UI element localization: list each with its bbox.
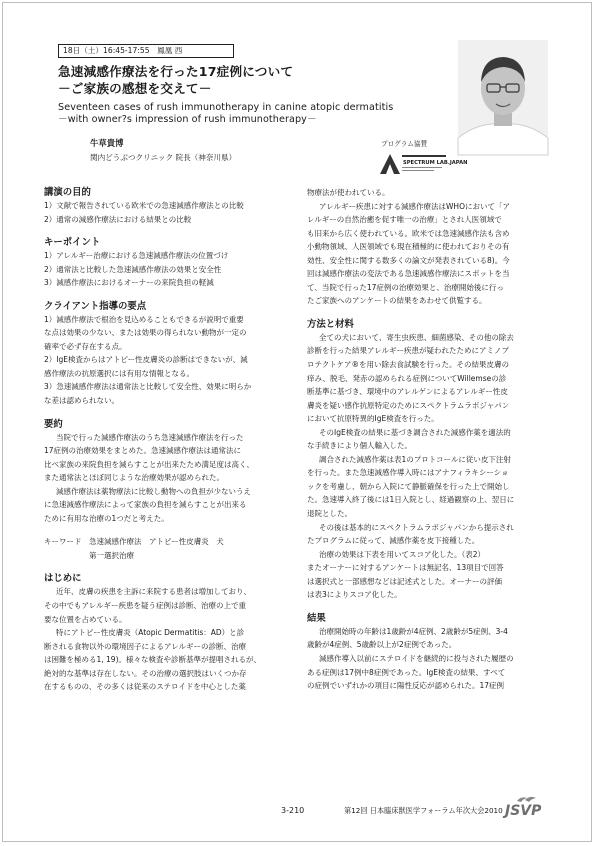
- paragraph-line: において抗原特異的IgE検査を行った。: [307, 414, 439, 424]
- paragraph-line: アレルギー疾患に対する減感作療法はWHOにおいて「ア: [319, 201, 510, 211]
- paragraph-line: な点は効果の少ない、または効果の得られない動物が一定の: [44, 328, 247, 338]
- paragraph-line: 診断を行った結果アレルギー疾患が疑われたためにアミノプ: [307, 346, 510, 356]
- paragraph-line: を行った。また急速減感作導入時にはアナフィラキシーショ: [307, 468, 509, 478]
- title-english: [58, 102, 393, 126]
- paragraph-line: 効性、安全性に関する数多くの論文が発表されている8)。今: [307, 255, 510, 265]
- section-heading: はじめに: [44, 573, 82, 585]
- spacer: [307, 308, 547, 318]
- paragraph-line: な手続きにより個人輸入した。: [307, 441, 412, 451]
- paragraph-line: またオーナーに対するアンケートは無記名、13項目で回答: [307, 563, 504, 573]
- paragraph-line: 調合された減感作薬は表1のプロトコールに従い皮下注射: [319, 454, 511, 464]
- sponsor-label: プログラム協賛: [381, 140, 428, 148]
- paragraph-line: その後は基本的にスペクトラムラボジャパンから提示され: [319, 522, 514, 532]
- session-info: 18日（土）16:45-17:55 鳳凰 西: [58, 44, 234, 58]
- paragraph-line: 近年、皮膚の疾患を主訴に来院する患者は増加しており、: [56, 587, 251, 597]
- speaker-photo: [458, 40, 548, 155]
- paragraph-line: 物療法が使われている。: [307, 188, 390, 197]
- paragraph-line: キーワード 急速減感作療法 アトピー性皮膚炎 犬: [44, 537, 224, 547]
- paragraph-line: 減感作療法は薬物療法に比較し動物への負担が少ないうえ: [56, 486, 251, 496]
- spacer: [44, 226, 284, 236]
- paragraph-line: 全ての犬において、寄生虫疾患、細菌感染、その他の除去: [319, 332, 514, 342]
- paragraph-line: 確率で必ず存在する点。: [44, 341, 127, 351]
- paragraph-line: 2）通常の減感作療法における結果との比較: [44, 214, 192, 224]
- spacer: [44, 525, 284, 535]
- paragraph-line: ために有用な治療の1つだと考えた。: [44, 513, 169, 523]
- section-heading: キーポイント: [44, 237, 101, 249]
- paragraph-line: 1）減感作療法で根治を見込めることもできるが説明で重要: [44, 314, 244, 324]
- spacer: [44, 562, 284, 572]
- right-column: [307, 186, 547, 693]
- spacer: [44, 290, 284, 300]
- section-heading: 方法と材料: [307, 318, 354, 330]
- paragraph-line: 比べ家族の来院負担を減らすことが出来たため満足度は高く、: [44, 459, 254, 469]
- paragraph-line: て、当院で行った17症例の治療効果と、治療開始後に行っ: [307, 282, 504, 292]
- speaker-name: 牛草貴博: [90, 138, 124, 148]
- paragraph-line: 回は減感作療法の変法である急速減感作療法にスポットを当: [307, 269, 510, 279]
- paragraph-line: 断される食物以外の環境因子によるアレルギーの診断、治療: [44, 641, 247, 651]
- section-heading: 結果: [307, 612, 326, 624]
- paragraph-line: 絶対的な基準は存在しない。その治療の選択肢はいくつか存: [44, 668, 247, 678]
- paragraph-line: は表3によりスコア化した。: [307, 590, 402, 600]
- page-number: 3-210: [281, 806, 305, 815]
- speaker-portrait-image: [458, 40, 548, 155]
- spacer: [307, 602, 547, 612]
- paragraph-line: たプログラムに従って、減感作薬を皮下接種した。: [307, 536, 480, 546]
- paragraph-line: 減感作導入以前にステロイドを継続的に投与された履歴の: [319, 653, 514, 663]
- paragraph-line: ックを考慮し、朝から入院にて静脈確保を行った上で開始し: [307, 481, 510, 491]
- paragraph-line: そのIgE検査の結果に基づき調合された減感作薬を適法的: [319, 427, 511, 437]
- paragraph-line: 3）急速減感作療法は通常法と比較して安全性、効果に明らか: [44, 382, 252, 392]
- title-line: 急速減感作療法を行った17症例について: [58, 64, 294, 79]
- paragraph-line: また通常法とほぼ同じような治療効果が認められた。: [44, 473, 224, 483]
- paragraph-line: 2）IgE検査からはアトピー性皮膚炎の診断はできないが、減: [44, 355, 248, 365]
- spacer: [44, 408, 284, 418]
- paragraph-line: に急速減感作療法によって家族の負担を減らすことが出来る: [44, 500, 247, 510]
- paragraph-line: 2）通常法と比較した急速減感作療法の効果と安全性: [44, 264, 222, 274]
- jsvp-logo: [503, 795, 551, 817]
- paragraph-line: その中でもアレルギー疾患を疑う症例は診断、治療の上で重: [44, 601, 247, 611]
- paragraph-line: ロテクトケア®を用い除去食試験を行った。その結果皮膚の: [307, 360, 510, 370]
- title-line: －ご家族の感想を交えて－: [58, 81, 212, 96]
- paragraph-line: た。急速導入終了後には1日入院とし、経過観察の上、翌日に: [307, 495, 515, 505]
- conference-name: 第12回 日本臨床獣医学フォーラム年次大会2010: [344, 806, 503, 815]
- paragraph-line: は困難を極める1, 19)。様々な検査や診断基準が提唱されるが、: [44, 655, 262, 665]
- paragraph-line: 第一選択治療: [44, 550, 134, 560]
- paragraph-line: ある症例は17例中8症例であった。IgE検査の結果、すべて: [307, 667, 506, 677]
- sponsor-logo: [378, 150, 468, 176]
- section-heading: 講演の目的: [44, 187, 91, 198]
- paragraph-line: 特にアトピー性皮膚炎（Atopic Dermatitis：AD）と診: [56, 628, 245, 638]
- paragraph-line: も旧来から広く使われている。欧米では急速減感作法も含め: [307, 228, 510, 238]
- speaker-affiliation: 関内どうぶつクリニック 院長（神奈川県）: [90, 153, 237, 162]
- paragraph-line: 3）減感作療法におけるオーナーの来院負担の軽減: [44, 278, 214, 288]
- paragraph-line: 治療開始時の年齢は1歳齢が4症例、2歳齢が5症例、3-4: [319, 626, 508, 636]
- left-column: [44, 186, 284, 694]
- paragraph-line: の症例でいずれかの項目に陽性反応が認められた。17症例: [307, 681, 505, 691]
- paragraph-line: 断基準に基づき、環境中のアレルゲンによるアレルギー性皮: [307, 387, 508, 397]
- paragraph-line: 在するものの、その多くは従来のステロイドを中心とした薬: [44, 682, 246, 692]
- jsvp-logo-image: [503, 795, 551, 817]
- paragraph-line: 歳齢が4症例、5歳齢以上が2症例であった。: [307, 640, 457, 650]
- sponsor-name: SPECTRUM LAB.JAPAN: [403, 160, 468, 166]
- spectrum-lab-logo-image: [378, 150, 468, 176]
- title-line: Seventeen cases of rush immunotherapy in canine atopic dermatitis: [58, 102, 394, 113]
- section-heading: クライアント指導の要点: [44, 300, 147, 312]
- paragraph-line: 感作療法の抗原選択には有用な情報となる。: [44, 368, 194, 378]
- paragraph-line: 1）文献で報告されている欧米での急速減感作療法との比較: [44, 201, 244, 210]
- paragraph-line: 治療の効果は下表を用いてスコア化した。（表2）: [319, 549, 486, 559]
- title-japanese: [58, 63, 293, 97]
- jsvp-logo-text: JSVP: [505, 803, 542, 819]
- title-line: －with owner?s impression of rush immunotherapy－: [58, 114, 317, 125]
- paragraph-line: 当院で行った減感作療法のうち急速減感作療法を行った: [56, 432, 244, 442]
- paragraph-line: な差は認められない。: [44, 396, 119, 406]
- paragraph-line: は選択式と一部感想などは記述式とした。オーナーの評価: [307, 576, 502, 586]
- paragraph-line: レルギーの自然治癒を促す唯一の治療」とされ人医領域で: [307, 215, 502, 225]
- paragraph-line: たご家族へのアンケートの結果をあわせて供覧する。: [307, 296, 487, 306]
- paragraph-line: 要な位置を占めている。: [44, 614, 127, 624]
- paragraph-line: 1）アレルギー治療における急速減感作療法の位置づけ: [44, 251, 229, 261]
- paragraph-line: 膚炎を疑い感作抗原特定のためにスペクトラムラボジャパン: [307, 400, 510, 410]
- paragraph-line: 痒み、脱毛、発赤の認められる症例についてWillemseの診: [307, 373, 507, 383]
- paragraph-line: 退院とした。: [307, 509, 352, 519]
- paragraph-line: 小動物領域、人医領域でも現在積極的に使われておりその有: [307, 242, 510, 252]
- section-heading: 要約: [44, 418, 63, 430]
- paragraph-line: 17症例の治療効果をまとめた。急速減感作療法は通常法に: [44, 446, 242, 456]
